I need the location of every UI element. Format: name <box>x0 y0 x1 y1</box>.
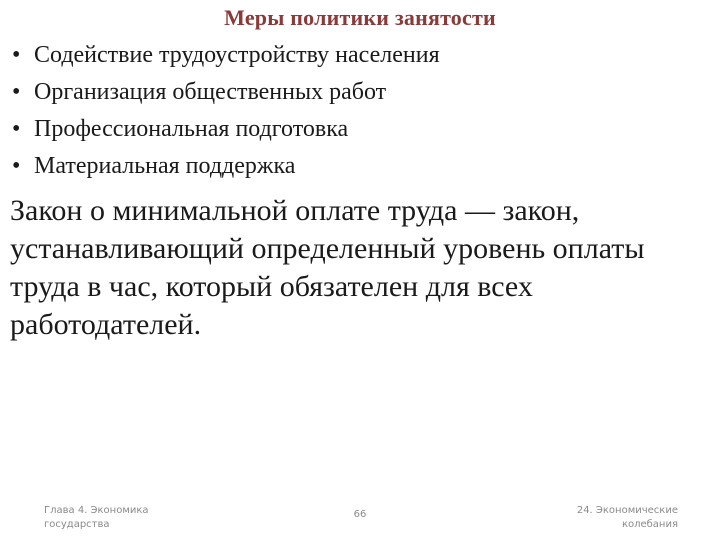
bullet-icon: • <box>12 116 21 142</box>
list-item <box>12 111 440 148</box>
list-item-text: Материальная поддержка <box>34 153 296 179</box>
list-item-text: Содействие трудоустройству населения <box>34 42 440 68</box>
page-number: 66 <box>353 509 367 520</box>
slide-title: Меры политики занятости <box>224 5 496 30</box>
footer-chapter: Глава 4. Экономика государства <box>44 505 149 530</box>
bullet-icon: • <box>12 79 21 105</box>
list-item <box>12 148 440 185</box>
list-item-text: Организация общественных работ <box>34 79 387 105</box>
definition-paragraph: Закон о минимальной оплате труда — закон, устанавливающий определенный уровень оплаты труда в час, который обязателен для всех работодателей. <box>10 194 645 341</box>
footer-section: 24. Экономические колебания <box>576 505 678 530</box>
list-item <box>12 37 440 74</box>
list-item-text: Профессиональная подготовка <box>34 116 349 142</box>
bullet-icon: • <box>12 42 21 68</box>
policy-measures-list <box>12 37 440 185</box>
bullet-icon: • <box>12 153 21 179</box>
list-item <box>12 74 440 111</box>
